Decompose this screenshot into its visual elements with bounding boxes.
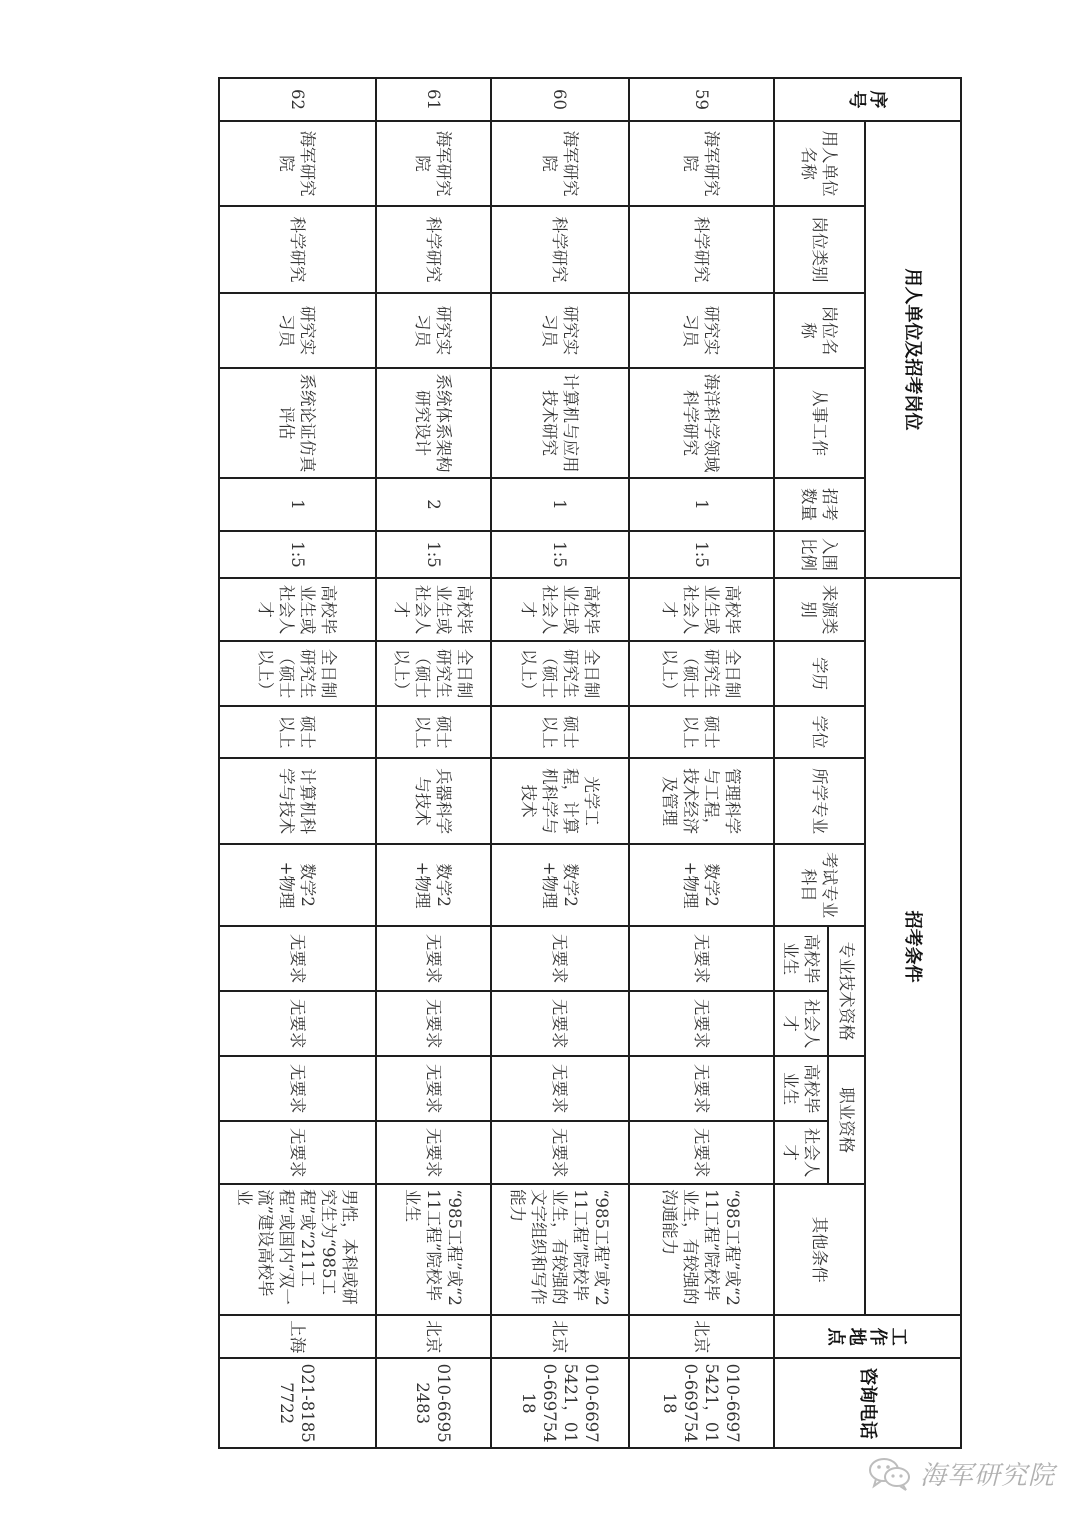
cell-pt-grad: 无要求 xyxy=(629,926,774,991)
cell-major: 计算机科学与技术 xyxy=(219,758,376,844)
header-source: 来源类别 xyxy=(774,578,865,641)
cell-education: 全日制研究生（硕士以上） xyxy=(219,641,376,706)
sub-header-row xyxy=(828,78,865,1448)
header-post-category: 岗位类别 xyxy=(774,206,865,293)
cell-unit: 海军研究院 xyxy=(219,121,376,206)
cell-exam: 数学2+物理 xyxy=(629,844,774,926)
cell-seq: 59 xyxy=(629,78,774,121)
header-major: 所学专业 xyxy=(774,758,865,844)
cell-phone: 010-66952483 xyxy=(376,1358,491,1448)
cell-phone: 010-66975421，010-66975418 xyxy=(491,1358,629,1448)
header-quota: 招考数量 xyxy=(774,478,865,531)
table-row xyxy=(376,78,491,1448)
header-exam-subject: 考试专业科目 xyxy=(774,844,865,926)
cell-quota: 2 xyxy=(376,478,491,531)
cell-exam: 数学2+物理 xyxy=(376,844,491,926)
header-pt-social: 社会人才 xyxy=(774,991,828,1056)
cell-education: 全日制研究生（硕士以上） xyxy=(376,641,491,706)
cell-exam: 数学2+物理 xyxy=(219,844,376,926)
cell-voc-social: 无要求 xyxy=(219,1121,376,1184)
cell-pt-grad: 无要求 xyxy=(491,926,629,991)
header-seq: 序号 xyxy=(774,78,961,121)
cell-category: 科学研究 xyxy=(491,206,629,293)
cell-pt-grad: 无要求 xyxy=(376,926,491,991)
cell-unit: 海军研究院 xyxy=(629,121,774,206)
cell-unit: 海军研究院 xyxy=(491,121,629,206)
cell-source: 高校毕业生或社会人才 xyxy=(491,578,629,641)
header-group-post: 用人单位及招考岗位 xyxy=(865,121,961,578)
cell-seq: 60 xyxy=(491,78,629,121)
cell-post: 研究实习员 xyxy=(219,293,376,368)
cell-degree: 硕士以上 xyxy=(491,706,629,758)
cell-voc-grad: 无要求 xyxy=(376,1056,491,1121)
header-vocational-qual: 职业资格 xyxy=(828,1056,865,1184)
group-header-row xyxy=(865,78,961,1448)
wechat-icon xyxy=(868,1456,912,1492)
header-degree: 学位 xyxy=(774,706,865,758)
cell-pt-social: 无要求 xyxy=(376,991,491,1056)
cell-other: “985工程”或“211工程”院校毕业生，有较强的文字组织和写作能力 xyxy=(491,1184,629,1315)
cell-education: 全日制研究生（硕士以上） xyxy=(629,641,774,706)
cell-voc-social: 无要求 xyxy=(629,1121,774,1184)
cell-quota: 1 xyxy=(219,478,376,531)
cell-ratio: 1:5 xyxy=(376,531,491,578)
cell-voc-grad: 无要求 xyxy=(219,1056,376,1121)
header-ratio: 入围比例 xyxy=(774,531,865,578)
cell-category: 科学研究 xyxy=(219,206,376,293)
watermark-text: 海军研究院 xyxy=(920,1461,1056,1491)
cell-work: 计算机与应用技术研究 xyxy=(491,368,629,478)
cell-phone: 021-81857722 xyxy=(219,1358,376,1448)
cell-voc-social: 无要求 xyxy=(376,1121,491,1184)
cell-ratio: 1:5 xyxy=(491,531,629,578)
cell-location: 上海 xyxy=(219,1315,376,1358)
cell-major: 管理科学与工程，技术经济及管理 xyxy=(629,758,774,844)
cell-major: 兵器科学与技术 xyxy=(376,758,491,844)
cell-work: 系统体系架构研究设计 xyxy=(376,368,491,478)
header-work: 从事工作 xyxy=(774,368,865,478)
header-other: 其他条件 xyxy=(774,1184,865,1315)
header-voc-social: 社会人才 xyxy=(774,1121,828,1184)
cell-pt-social: 无要求 xyxy=(629,991,774,1056)
cell-post: 研究实习员 xyxy=(376,293,491,368)
recruitment-table xyxy=(218,77,962,1449)
cell-category: 科学研究 xyxy=(629,206,774,293)
cell-education: 全日制研究生（硕士以上） xyxy=(491,641,629,706)
table-row xyxy=(491,78,629,1448)
cell-degree: 硕士以上 xyxy=(219,706,376,758)
cell-location: 北京 xyxy=(629,1315,774,1358)
cell-degree: 硕士以上 xyxy=(376,706,491,758)
cell-location: 北京 xyxy=(376,1315,491,1358)
cell-phone: 010-66975421，010-66975418 xyxy=(629,1358,774,1448)
cell-pt-grad: 无要求 xyxy=(219,926,376,991)
cell-exam: 数学2+物理 xyxy=(491,844,629,926)
table-row xyxy=(629,78,774,1448)
cell-pt-social: 无要求 xyxy=(491,991,629,1056)
cell-unit: 海军研究院 xyxy=(376,121,491,206)
cell-other: “985工程”或“211工程”院校毕业生 xyxy=(376,1184,491,1315)
cell-work: 系统论证仿真评估 xyxy=(219,368,376,478)
cell-ratio: 1:5 xyxy=(629,531,774,578)
header-pt-graduates: 高校毕业生 xyxy=(774,926,828,991)
cell-source: 高校毕业生或社会人才 xyxy=(219,578,376,641)
table-row xyxy=(219,78,376,1448)
cell-work: 海洋科学领域科学研究 xyxy=(629,368,774,478)
header-prof-tech-qual: 专业技术资格 xyxy=(828,926,865,1056)
header-unit-name: 用人单位名称 xyxy=(774,121,865,206)
header-post-name: 岗位名称 xyxy=(774,293,865,368)
cell-source: 高校毕业生或社会人才 xyxy=(629,578,774,641)
cell-quota: 1 xyxy=(491,478,629,531)
header-phone: 咨询电话 xyxy=(774,1358,961,1448)
cell-seq: 62 xyxy=(219,78,376,121)
cell-voc-social: 无要求 xyxy=(491,1121,629,1184)
cell-ratio: 1:5 xyxy=(219,531,376,578)
header-education: 学历 xyxy=(774,641,865,706)
header-voc-graduates: 高校毕业生 xyxy=(774,1056,828,1121)
cell-other: 男性，本科或研究生为“985工程”或“211工程”或国内“双一流”建设高校毕业 xyxy=(219,1184,376,1315)
rotated-page xyxy=(220,77,962,1447)
cell-post: 研究实习员 xyxy=(491,293,629,368)
cell-voc-grad: 无要求 xyxy=(629,1056,774,1121)
header-location: 工作地点 xyxy=(774,1315,961,1358)
cell-category: 科学研究 xyxy=(376,206,491,293)
cell-seq: 61 xyxy=(376,78,491,121)
cell-location: 北京 xyxy=(491,1315,629,1358)
header-group-conditions: 招考条件 xyxy=(865,578,961,1315)
cell-pt-social: 无要求 xyxy=(219,991,376,1056)
cell-quota: 1 xyxy=(629,478,774,531)
cell-degree: 硕士以上 xyxy=(629,706,774,758)
cell-post: 研究实习员 xyxy=(629,293,774,368)
cell-major: 光学工程，计算机科学与技术 xyxy=(491,758,629,844)
watermark xyxy=(868,1455,1055,1492)
cell-other: “985工程”或“211工程”院校毕业生，有较强的沟通能力 xyxy=(629,1184,774,1315)
cell-voc-grad: 无要求 xyxy=(491,1056,629,1121)
cell-source: 高校毕业生或社会人才 xyxy=(376,578,491,641)
